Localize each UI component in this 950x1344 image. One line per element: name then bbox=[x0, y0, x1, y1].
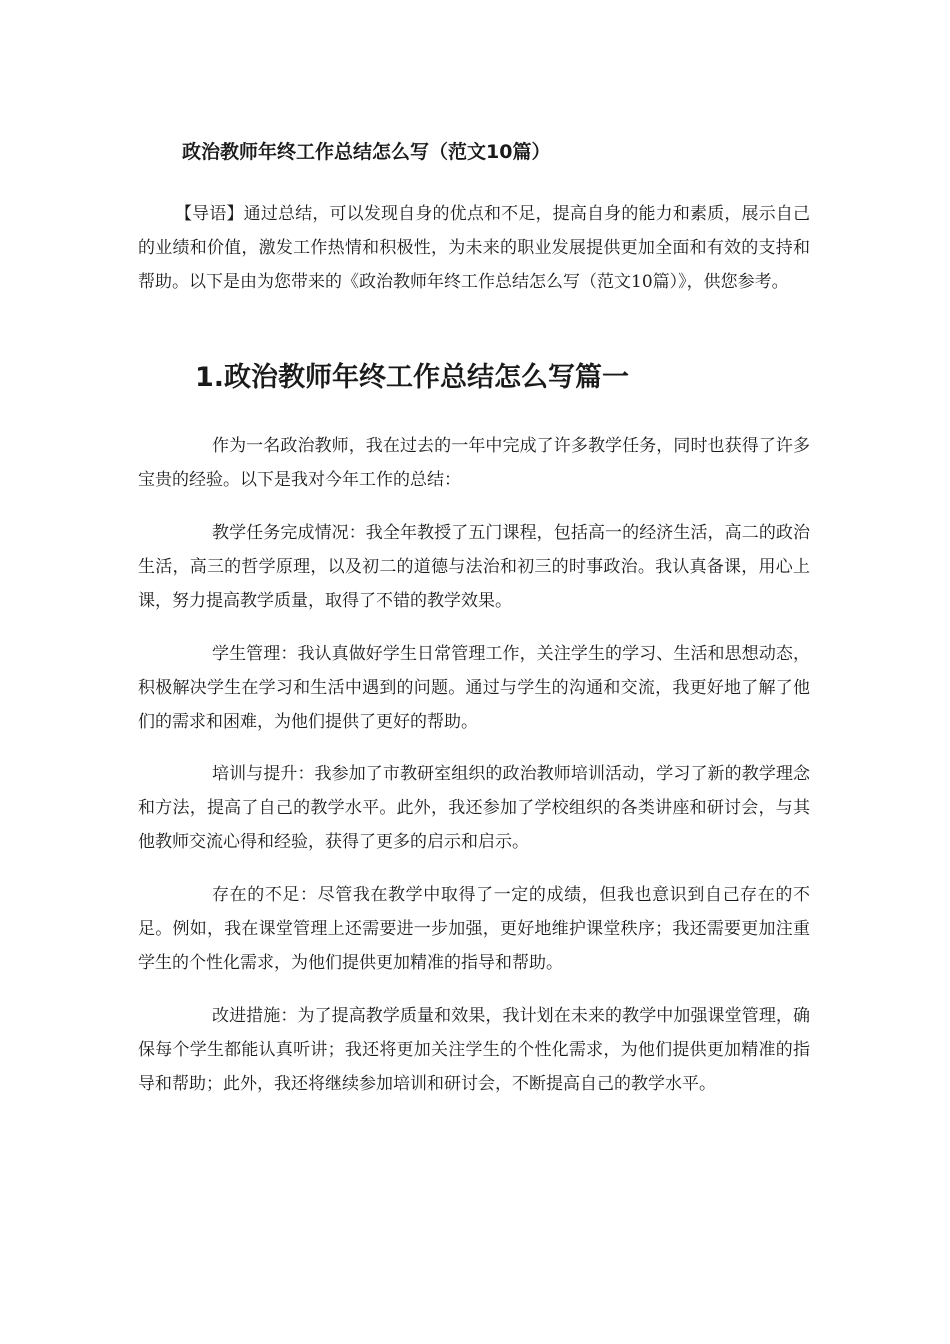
section-heading: 1.政治教师年终工作总结怎么写篇一 bbox=[195, 362, 630, 393]
body-paragraph: 改进措施：为了提高教学质量和效果，我计划在未来的教学中加强课堂管理，确保每个学生都能认真听讲；我还将更加关注学生的个性化需求，为他们提供更加精准的指导和帮助；此外，我还将继续参加培训和研讨会，不断提高自己的教学水平。 bbox=[138, 1006, 810, 1094]
body-paragraph: 存在的不足：尽管我在教学中取得了一定的成绩，但我也意识到自己存在的不足。例如，我在课堂管理上还需要进一步加强，更好地维护课堂秩序；我还需要更加注重学生的个性化需求，为他们提供更加精准的指导和帮助。 bbox=[138, 885, 810, 973]
intro-paragraph: 【导语】通过总结，可以发现自身的优点和不足，提高自身的能力和素质，展示自己的业绩和价值，激发工作热情和积极性，为未来的职业发展提供更加全面和有效的支持和帮助。以下是由为您带来的《政治教师年终工作总结怎么写（范文10篇）》，供您参考。 bbox=[138, 204, 810, 292]
body-paragraph: 培训与提升：我参加了市教研室组织的政治教师培训活动，学习了新的教学理念和方法，提高了自己的教学水平。此外，我还参加了学校组织的各类讲座和研讨会，与其他教师交流心得和经验，获得了更多的启示和启示。 bbox=[138, 764, 810, 852]
body-paragraph: 作为一名政治教师，我在过去的一年中完成了许多教学任务，同时也获得了许多宝贵的经验。以下是我对今年工作的总结： bbox=[138, 436, 810, 490]
body-paragraph: 学生管理：我认真做好学生日常管理工作，关注学生的学习、生活和思想动态，积极解决学生在学习和生活中遇到的问题。通过与学生的沟通和交流，我更好地了解了他们的需求和困难，为他们提供了更好的帮助。 bbox=[138, 644, 810, 732]
document-title: 政治教师年终工作总结怎么写（范文10篇） bbox=[182, 141, 551, 163]
body-paragraph: 教学任务完成情况：我全年教授了五门课程，包括高一的经济生活，高二的政治生活，高三的哲学原理，以及初二的道德与法治和初三的时事政治。我认真备课，用心上课，努力提高教学质量，取得了不错的教学效果。 bbox=[138, 523, 810, 611]
